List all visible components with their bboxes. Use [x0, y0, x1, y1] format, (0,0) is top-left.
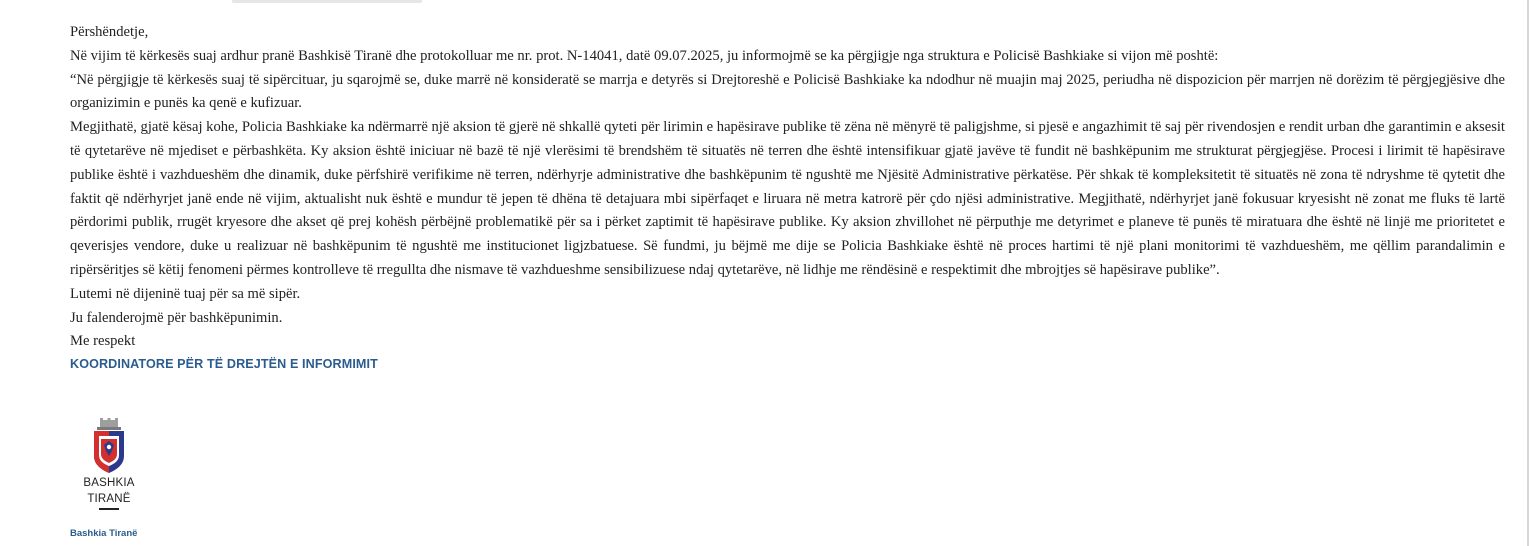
regards: Me respekt	[70, 333, 136, 350]
top-divider	[232, 0, 422, 3]
closing-line-2: Ju falenderojmë për bashkëpunimin.	[70, 309, 283, 326]
greeting: Përshëndetje,	[70, 24, 149, 40]
signature-title: KOORDINATORE PËR TË DREJTËN E INFORMIMIT	[70, 357, 378, 372]
closing-line-1: Lutemi në dijeninë tuaj për sa më sipër.	[70, 285, 301, 302]
coat-of-arms-icon	[91, 418, 127, 474]
logo-text-line-1: BASHKIA	[83, 477, 135, 489]
email-body	[70, 21, 1505, 374]
window-edge-divider	[1527, 0, 1529, 546]
quote-paragraph-2: Megjithatë, gjatë kësaj kohe, Policia Bashkiake ka ndërmarrë një aksion të gjerë në shkallë qyteti për lirimin e hapësirave publike të zëna në mënyrë të paligjshme, si pjesë e angazhimit të saj për rivendosjen e rendit urban dhe garantimin e aksesit të qytetarëve në mjediset e përbashkëta. Ky aksion është iniciuar në bazë të një vlerësimi të brendshëm të situatës në terren dhe është intensifikuar gjatë javëve të fundit në bashkëpunim me strukturat përgjegjëse. Procesi i lirimit të hapësirave publike është i vazhdueshëm dhe dinamik, duke përfshirë verifikime në terren, ndërhyrje administrative dhe bashkëpunim të ngushtë me Njësitë Administrative përkatëse. Për shkak të kompleksitetit të situatës në zona të ndryshme të qytetit dhe faktit që ndërhyrjet janë ende në vijim, aktualisht nuk është e mundur të jepen të dhëna të detajuara mbi sipërfaqet e liruara në metra katrorë për çdo njësi administrative. Megjithatë, ndërhyrjet janë fokusuar kryesisht në zonat me fluks të lartë përdorimi publik, rrugët kryesore dhe akset që prej kohësh përbëjnë problematikë për sa i përket zaptimit të hapësirave publike. Ky aksion zhvillohet në përputhje me detyrimet e planeve të punës të miratuara dhe është në linjë me prioritetet e qeverisjes vendore, duke u realizuar në bashkëpunim të ngushtë me institucionet ligjzbatuese. Së fundmi, ju bëjmë me dije se Policia Bashkiake është në proces hartimi të një plani monitorimi të vazhdueshëm, me qëllim parandalimin e ripërsëritjes së këtij fenomeni përmes kontrolleve të rregullta dhe nismave të vazhdueshme sensibilizuese ndaj qytetarëve, në lidhje me rëndësinë e respektimit dhe mbrojtjes së hapësirave publike”.	[70, 119, 1505, 278]
bashkia-logo	[76, 418, 142, 510]
logo-text-line-2: TIRANË	[87, 492, 131, 505]
logo-caption: Bashkia Tiranë	[70, 528, 138, 539]
quote-paragraph-1: “Në përgjigje të kërkesës suaj të sipërcituar, ju sqarojmë se, duke marrë në konsideratë se marrja e detyrës si Drejtoreshë e Policisë Bashkiake ka ndodhur në muajin maj 2025, periudha në dispozicion për marrjen në dorëzim të përgjegjësive dhe organizimin e punës ka qenë e kufizuar.	[70, 71, 1505, 112]
intro-paragraph: Në vijim të kërkesës suaj ardhur pranë Bashkisë Tiranë dhe protokolluar me nr. prot. N-14041, datë 09.07.2025, ju informojmë se ka përgjigje nga struktura e Policisë Bashkiake si vijon më poshtë:	[70, 47, 1219, 64]
logo-underline	[99, 508, 119, 510]
